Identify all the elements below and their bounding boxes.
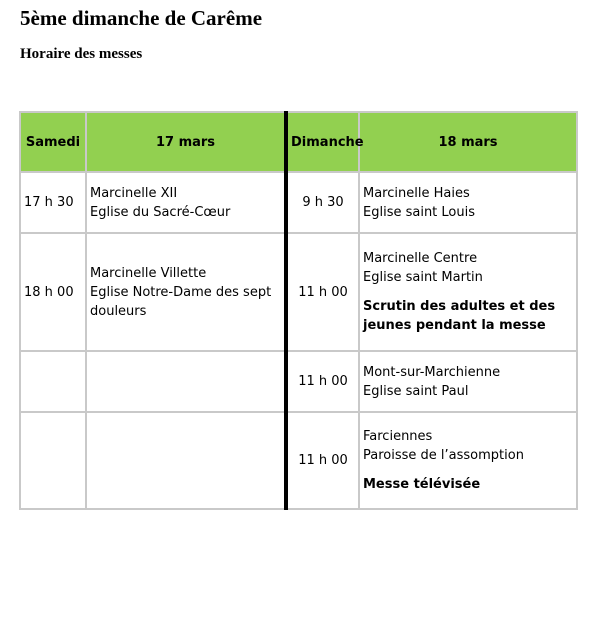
- saturday-time: [20, 412, 86, 509]
- location-name: Farciennes: [363, 429, 433, 444]
- location-name: Marcinelle Centre: [363, 251, 478, 266]
- sunday-location: [359, 412, 577, 509]
- mass-schedule-table: [19, 111, 578, 510]
- sunday-location: [359, 172, 577, 233]
- location-name: Marcinelle Haies: [363, 185, 470, 201]
- sunday-location: [359, 233, 577, 351]
- sunday-time: 9 h 30: [286, 172, 359, 233]
- saturday-time: 18 h 00: [20, 233, 86, 351]
- mass-note: Scrutin des adultes et des jeunes pendant la messe: [363, 299, 556, 333]
- church-name: Eglise saint Louis: [363, 204, 476, 220]
- location-name: Marcinelle XII: [90, 185, 178, 201]
- sunday-location: [359, 351, 577, 412]
- church-name: Paroisse de l’assomption: [363, 448, 524, 463]
- table-row: [20, 351, 577, 412]
- sunday-time: 11 h 00: [286, 412, 359, 509]
- header-row: [20, 112, 577, 172]
- header-day-sunday: Dimanche: [286, 112, 359, 172]
- table-row: [20, 412, 577, 509]
- header-date-saturday: 17 mars: [86, 112, 286, 172]
- header-date-sunday: 18 mars: [359, 112, 577, 172]
- saturday-location: [86, 351, 286, 412]
- table-row: [20, 233, 577, 351]
- page-title: 5ème dimanche de Carême: [20, 6, 263, 30]
- saturday-time: [20, 351, 86, 412]
- table-row: [20, 172, 577, 233]
- header-day-saturday: Samedi: [20, 112, 86, 172]
- sunday-time: 11 h 00: [286, 351, 359, 412]
- church-name: Eglise du Sacré-Cœur: [90, 204, 231, 220]
- location-name: Marcinelle Villette: [90, 265, 207, 281]
- page-subtitle: Horaire des messes: [20, 46, 143, 62]
- saturday-location: [86, 233, 286, 351]
- church-name: Eglise saint Martin: [363, 270, 483, 285]
- saturday-time: 17 h 30: [20, 172, 86, 233]
- saturday-location: [86, 172, 286, 233]
- church-name: Eglise Notre-Dame des sept douleurs: [90, 284, 272, 319]
- mass-note: Messe télévisée: [363, 477, 481, 492]
- sunday-time: 11 h 00: [286, 233, 359, 351]
- location-name: Mont-sur-Marchienne: [363, 364, 501, 380]
- saturday-location: [86, 412, 286, 509]
- church-name: Eglise saint Paul: [363, 383, 469, 399]
